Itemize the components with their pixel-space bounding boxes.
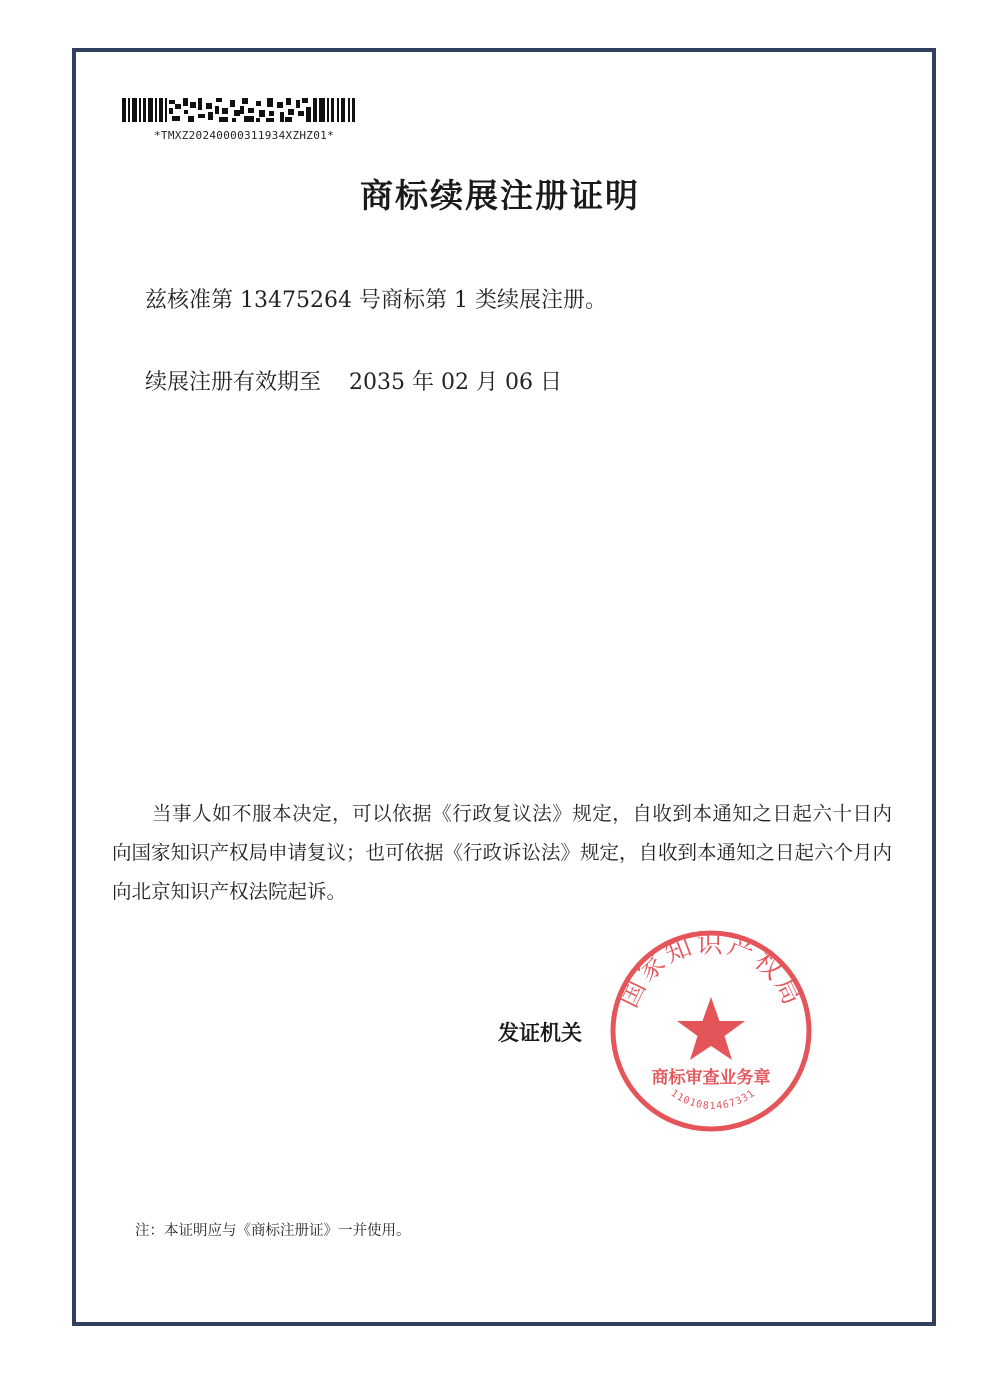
validity-date: 2035 年 02 月 06 日 (349, 370, 562, 395)
approval-statement: 兹核准第 13475264 号商标第 1 类续展注册。 (145, 288, 607, 313)
issuing-authority-label: 发证机关 (498, 1021, 582, 1045)
page-title: 商标续展注册证明 (360, 176, 640, 215)
barcode-block (122, 98, 372, 142)
appeal-notice: 当事人如不服本决定，可以依据《行政复议法》规定，自收到本通知之日起六十日内向国家知识产权局申请复议；也可依据《行政诉讼法》规定，自收到本通知之日起六个月内向北京知识产权法院起诉。 (112, 802, 893, 903)
svg-text:1101081467331: 1101081467331 (668, 1087, 758, 1112)
svg-text:商标审查业务章: 商标审查业务章 (651, 1068, 771, 1088)
barcode-image (122, 98, 372, 126)
validity-line (145, 365, 562, 396)
svg-text:国家知识产权局: 国家知识产权局 (613, 929, 809, 1013)
official-seal (605, 925, 817, 1137)
seal-star-icon (677, 997, 745, 1060)
footnote: 注：本证明应与《商标注册证》一并使用。 (135, 1223, 411, 1239)
barcode-number: *TMXZ20240000311934XZHZ01* (154, 129, 334, 142)
validity-label: 续展注册有效期至 (145, 370, 322, 395)
